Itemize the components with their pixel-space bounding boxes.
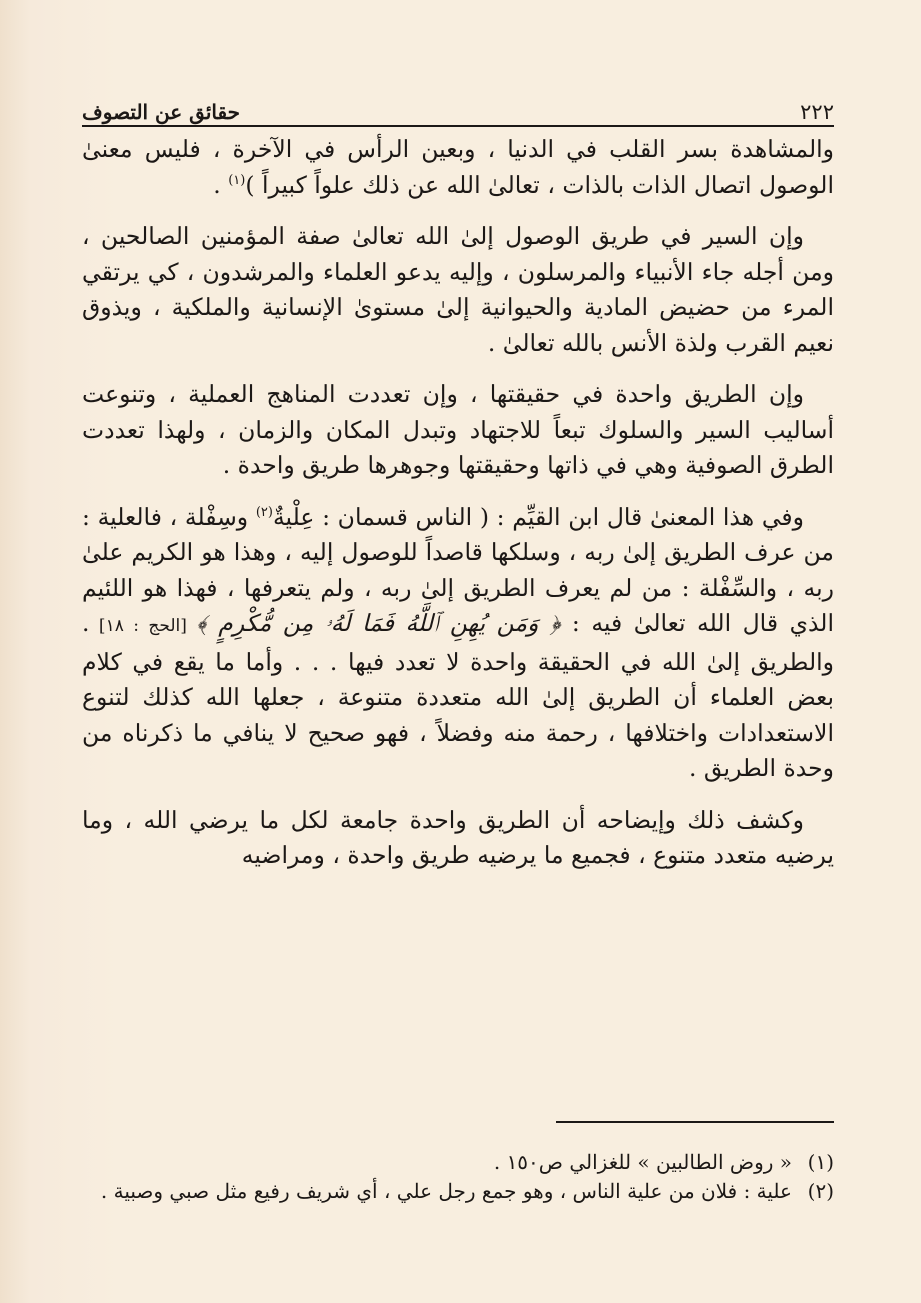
paragraph-text: والمشاهدة بسر القلب في الدنيا ، وبعين الرأس في الآخرة ، فليس معنىٰ الوصول اتصال الذات بالذات ، تعالىٰ الله عن ذلك علواً كبيراً ) [82,135,834,199]
verse-citation: [الحج : ١٨] [89,616,197,636]
paragraph: وإن السير في طريق الوصول إلىٰ الله تعالىٰ صفة المؤمنين الصالحين ، ومن أجله جاء الأنبياء والمرسلون ، وإليه يدعو العلماء والمرشدون ، كي يرتقي المرء من حضيض المادية والحيوانية إلىٰ مستوىٰ الإنسانية والملكية ، ويذوق نعيم القرب ولذة الأنس بالله تعالىٰ . [82,222,834,357]
paragraph-continuation [82,132,834,203]
footnote-number: (٢) [807,1179,834,1203]
body-text [82,132,834,890]
paragraph-text: وسِفْلة ، فالعلية : من عرف الطريق إلىٰ ربه ، وسلكها قاصداً للوصول إليه ، وهذا هو الكريم علىٰ ربه ، والسِّفْلة : من لم يعرف الطريق إلىٰ ربه ، ولم يتعرفها ، فهذا هو اللئيم الذي قال الله تعالىٰ فيه : [82,502,834,637]
paragraph-tail: . [213,170,229,199]
footnote-text: « روض الطالبين » للغزالي ص١٥٠ . [493,1150,792,1174]
header-rule [82,125,834,127]
footnote-number: (١) [807,1150,834,1174]
footnote-separator [556,1121,834,1123]
footnote-1 [82,1148,834,1177]
footnote-2 [82,1177,834,1206]
paragraph-text: . والطريق إلىٰ الله في الحقيقة واحدة لا تعدد فيها . . . وأما ما يقع في كلام بعض العلماء أن الطريق إلىٰ الله متعددة متنوعة ، جعلها الله كذلك لتنوع الاستعدادات واختلافها ، رحمة منه وفضلاً ، فهو صحيح لا ينافي ما ذكرناه من وحدة الطريق . [82,609,834,782]
book-page [82,0,834,1303]
footnote-ref-1: (١) [228,172,246,188]
book-title: حقائق عن التصوف [82,100,240,124]
footnote-ref-2: (٢) [255,504,273,520]
paragraph-ibn-qayyim-quote [82,500,834,787]
running-head [82,90,834,124]
quran-verse: ﴿ وَمَن يُهِنِ ٱللَّهُ فَمَا لَهُۥ مِن مُّكْرِمٍ ﴾ [196,609,561,637]
page-number: ٢٢٢ [800,100,834,124]
paragraph: وإن الطريق واحدة في حقيقتها ، وإن تعددت المناهج العملية ، وتنوعت أساليب السير والسلوك تبعاً للاجتهاد وتبدل المكان والزمان ، ولهذا تعددت الطرق الصوفية وهي في ذاتها وحقيقتها وجوهرها طريق واحدة . [82,380,834,479]
paragraph: وكشف ذلك وإيضاحه أن الطريق واحدة جامعة لكل ما يرضي الله ، وما يرضيه متعدد متنوع ، فجميع ما يرضيه طريق واحدة ، ومراضيه [82,805,834,869]
paragraph-text: وفي هذا المعنىٰ قال ابن القيِّم : ( الناس قسمان : عِلْيةٌ [272,502,804,531]
footnotes [82,1148,834,1206]
footnote-text: علية : فلان من علية الناس ، وهو جمع رجل علي ، أي شريف رفيع مثل صبي وصبية . [100,1179,792,1203]
